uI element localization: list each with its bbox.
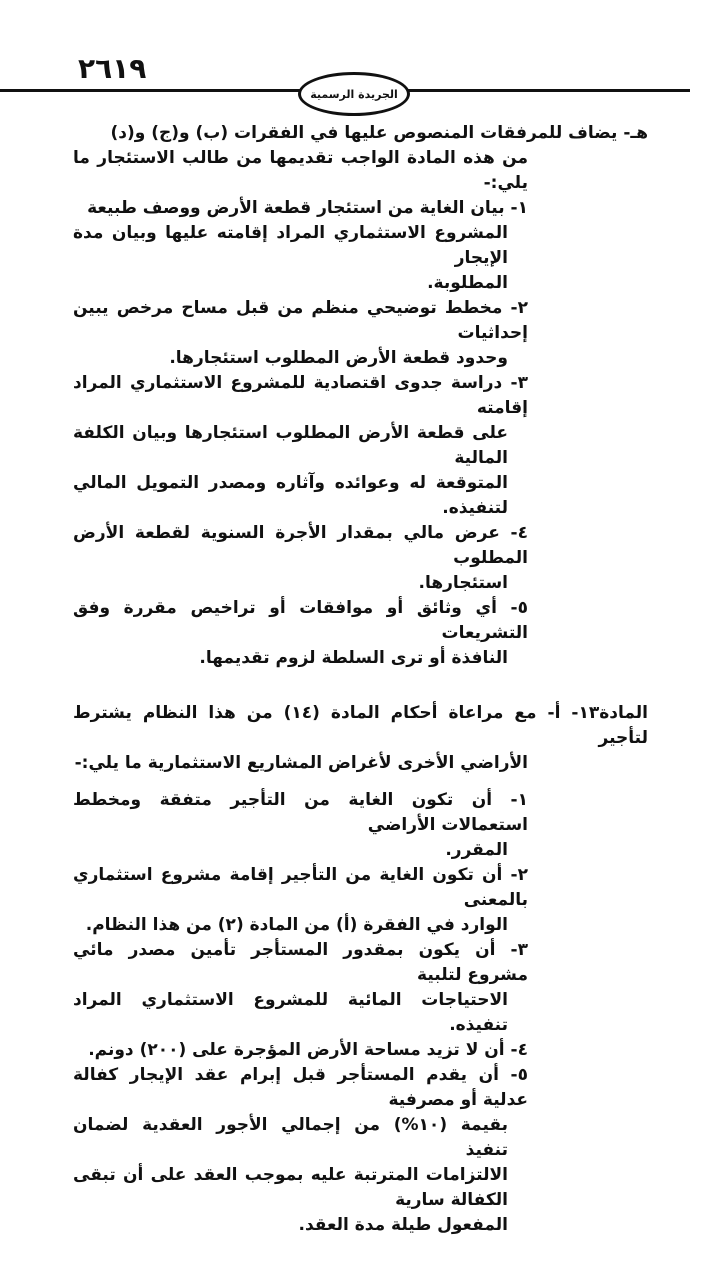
section-spacer	[73, 776, 648, 788]
header-rule-right	[408, 89, 690, 92]
list-item-line: المشروع الاستثماري المراد إقامته عليها وبيان مدة الإيجار	[73, 223, 508, 268]
list-item-line: ١- بيان الغاية من استئجار قطعة الأرض ووصف طبيعة	[87, 198, 528, 218]
list-item-line: الوارد في الفقرة (أ) من المادة (٢) من هذا النظام.	[85, 915, 508, 935]
publication-title: الجريدة الرسمية	[310, 87, 398, 101]
article-13-heading-line: المادة١٣- أ- مع مراعاة أحكام المادة (١٤) من هذا النظام يشترط لتأجير	[73, 703, 649, 748]
list-item-line: الالتزامات المترتبة عليه بموجب العقد على أن تبقى الكفالة سارية	[73, 1165, 508, 1210]
header-rule-left	[0, 89, 300, 92]
list-item-line: وحدود قطعة الأرض المطلوب استئجارها.	[169, 348, 508, 368]
list-item-line: ٣- أن يكون بمقدور المستأجر تأمين مصدر مائي مشروع لتلبية	[73, 940, 528, 985]
article-13-line: الأراضي الأخرى لأغراض المشاريع الاستثمارية ما يلي:-	[74, 753, 528, 773]
list-item-line: بقيمة (١٠%) من إجمالي الأجور العقدية لضمان تنفيذ	[73, 1115, 509, 1160]
page-number: ٢٦١٩	[78, 52, 147, 85]
list-item-line: ٢- مخطط توضيحي منظم من قبل مساح مرخص يبين إحداثيات	[73, 298, 528, 343]
list-item-line: ٣- دراسة جدوى اقتصادية للمشروع الاستثماري المراد إقامته	[73, 373, 528, 418]
list-item-line: ١- أن تكون الغاية من التأجير متفقة ومخطط استعمالات الأراضي	[73, 790, 528, 835]
list-item-line: ٤- عرض مالي بمقدار الأجرة السنوية لقطعة الأرض المطلوب	[73, 523, 528, 568]
list-item-line: المفعول طيلة مدة العقد.	[298, 1215, 508, 1235]
list-item-line: ٥- أي وثائق أو موافقات أو تراخيص مقررة وفق التشريعات	[73, 598, 528, 643]
list-item-line: الاحتياجات المائية للمشروع الاستثماري المراد تنفيذه.	[73, 990, 508, 1035]
list-item-line: النافذة أو ترى السلطة لزوم تقديمها.	[199, 648, 508, 668]
list-item-line: المقرر.	[445, 840, 508, 860]
list-item-line: استئجارها.	[418, 573, 508, 593]
list-item-line: ٢- أن تكون الغاية من التأجير إقامة مشروع استثماري بالمعنى	[73, 865, 528, 910]
document-body	[73, 121, 648, 1278]
list-item-line: المتوقعة له وعوائده وآثاره ومصدر التمويل المالي لتنفيذه.	[73, 473, 508, 518]
section-h-line: هـ- يضاف للمرفقات المنصوص عليها في الفقرات (ب) و(ج) و(د)	[110, 123, 648, 143]
list-item-line: المطلوبة.	[427, 273, 508, 293]
list-item-line: على قطعة الأرض المطلوب استئجارها وبيان الكلفة المالية	[73, 423, 508, 468]
list-item-line: ٤- أن لا تزيد مساحة الأرض المؤجرة على (٢٠٠) دونم.	[88, 1040, 528, 1060]
publication-title-oval	[298, 72, 410, 116]
section-spacer	[73, 671, 648, 701]
section-h-line: من هذه المادة الواجب تقديمها من طالب الاستئجار ما يلي:-	[73, 148, 528, 193]
list-item-line: ٥- أن يقدم المستأجر قبل إبرام عقد الإيجار كفالة عدلية أو مصرفية	[73, 1065, 528, 1110]
